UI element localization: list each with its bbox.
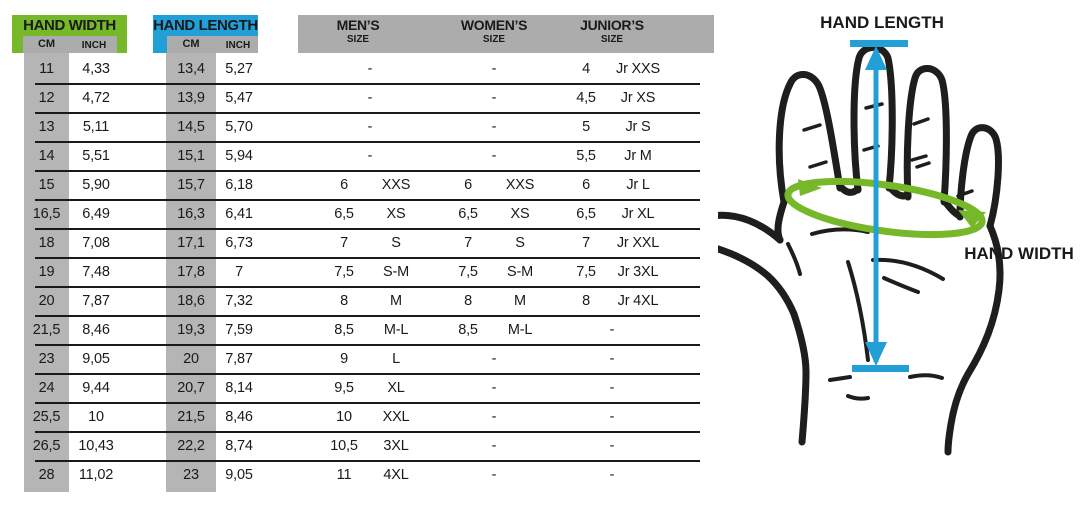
womens-size-number: - [491, 438, 497, 454]
hand-length-arrow [850, 40, 909, 372]
mens-title: MEN’S [336, 17, 380, 33]
cell-womens-size [442, 171, 546, 200]
cell-womens-size [442, 287, 546, 316]
cell-hand-length-inch: 5,70 [225, 119, 253, 135]
juniors-size-number: 8 [582, 293, 590, 309]
cell-hand-width-inch: 7,48 [82, 264, 110, 280]
cell-juniors-size [560, 258, 664, 287]
mens-size-label: L [392, 351, 400, 367]
mens-size-number: 10,5 [330, 438, 358, 454]
hand-width-title: HAND WIDTH [23, 17, 116, 34]
juniors-size-number: 7 [582, 235, 590, 251]
table-row [0, 229, 720, 258]
cell-mens-size [318, 229, 422, 258]
womens-size-number: - [491, 119, 497, 135]
cell-hand-width-cm: 26,5 [32, 438, 61, 454]
cell-hand-length-inch: 7 [235, 264, 243, 280]
cell-hand-length-cm: 13,4 [177, 61, 205, 77]
womens-size-number: - [491, 409, 497, 425]
womens-size-number: - [491, 148, 497, 164]
womens-size-subtitle: SIZE [482, 34, 506, 45]
juniors-size-number: 4 [582, 61, 590, 77]
cell-hand-width-cm: 11 [39, 61, 54, 77]
mens-size-number: - [367, 90, 373, 106]
cell-hand-width-cm: 15 [38, 177, 55, 193]
cell-hand-width-inch: 7,87 [82, 293, 110, 309]
cell-hand-width-cm: 24 [38, 380, 55, 396]
cell-hand-width-cm: 19 [38, 264, 55, 280]
cell-hand-width-cm: 25,5 [32, 409, 61, 425]
table-row [0, 345, 720, 374]
cell-hand-width-cm: 16,5 [32, 206, 61, 222]
cell-hand-width-cm: 28 [38, 467, 55, 483]
hand-width-illustration-label: HAND WIDTH [964, 244, 1074, 263]
cell-hand-length-inch: 9,05 [225, 467, 253, 483]
mens-size-label: S-M [383, 264, 409, 280]
table-row [0, 374, 720, 403]
womens-size-number: - [491, 61, 497, 77]
womens-size-label: XXS [505, 177, 535, 193]
mens-size-number: 9,5 [334, 380, 354, 396]
juniors-size-label: Jr XXL [616, 235, 660, 251]
mens-size-number: 11 [336, 467, 352, 483]
juniors-size-label: Jr 3XL [617, 264, 659, 280]
cell-hand-length-inch: 7,87 [225, 351, 253, 367]
table-row [0, 258, 720, 287]
juniors-size-header [560, 18, 664, 45]
cell-mens-size [318, 84, 422, 113]
juniors-size-subtitle: SIZE [600, 34, 624, 45]
cell-hand-length-cm: 20,7 [177, 380, 205, 396]
juniors-title: JUNIOR’S [580, 17, 644, 33]
cell-hand-width-cm: 12 [38, 90, 55, 106]
palm-crease-lines [788, 229, 943, 398]
table-row [0, 142, 720, 171]
mens-size-number: - [367, 119, 373, 135]
mens-size-header [306, 18, 410, 45]
cell-mens-size [318, 142, 422, 171]
cell-hand-width-cm: 18 [38, 235, 55, 251]
table-row [0, 287, 720, 316]
cell-womens-size [442, 316, 546, 345]
cell-hand-width-cm: 23 [38, 351, 55, 367]
cell-juniors-size [560, 142, 664, 171]
cell-womens-size [442, 113, 546, 142]
cell-juniors-size [560, 84, 664, 113]
cell-hand-width-inch: 5,11 [82, 119, 110, 135]
mens-size-number: 8 [340, 293, 348, 309]
table-row [0, 55, 720, 84]
mens-size-label: M-L [383, 322, 409, 338]
table-row [0, 84, 720, 113]
cell-hand-width-inch: 6,49 [82, 206, 110, 222]
mens-size-number: 6,5 [334, 206, 354, 222]
table-row [0, 113, 720, 142]
cell-hand-width-inch: 7,08 [82, 235, 110, 251]
cell-hand-width-inch: 5,90 [82, 177, 110, 193]
table-row [0, 461, 720, 490]
mens-size-label: M [390, 293, 402, 309]
cell-hand-length-cm: 17,1 [177, 235, 205, 251]
cell-juniors-size [560, 374, 664, 403]
cell-hand-length-inch: 7,32 [225, 293, 253, 309]
cell-womens-size [442, 229, 546, 258]
cell-hand-width-inch: 8,46 [82, 322, 110, 338]
cell-hand-length-inch: 8,46 [225, 409, 253, 425]
cell-juniors-size [560, 403, 664, 432]
cell-hand-length-cm: 23 [183, 467, 199, 483]
cell-hand-length-inch: 6,41 [225, 206, 253, 222]
cell-womens-size [442, 345, 546, 374]
cell-womens-size [442, 258, 546, 287]
cell-hand-length-cm: 20 [183, 351, 199, 367]
cell-mens-size [318, 113, 422, 142]
womens-size-number: - [491, 351, 497, 367]
cell-womens-size [442, 403, 546, 432]
mens-size-label: XS [386, 206, 406, 222]
cell-mens-size [318, 345, 422, 374]
hand-measurement-illustration [718, 0, 1081, 512]
cell-hand-length-cm: 13,9 [177, 90, 205, 106]
mens-size-label: S [391, 235, 401, 251]
womens-size-label: S [515, 235, 525, 251]
cell-juniors-size [560, 113, 664, 142]
juniors-size-label: Jr XXS [616, 61, 660, 77]
hand-outline-drawing [718, 48, 1000, 453]
juniors-size-label: Jr 4XL [617, 293, 659, 309]
cell-hand-length-cm: 21,5 [177, 409, 205, 425]
womens-size-number: 8 [464, 293, 472, 309]
cell-hand-length-inch: 5,27 [225, 61, 253, 77]
juniors-size-number: - [609, 322, 615, 338]
cell-juniors-size [560, 432, 664, 461]
cell-hand-length-cm: 17,8 [177, 264, 205, 280]
mens-size-number: 7,5 [334, 264, 354, 280]
hand-length-inch-label: INCH [225, 40, 251, 51]
cell-womens-size [442, 200, 546, 229]
cell-womens-size [442, 55, 546, 84]
womens-size-number: 7,5 [458, 264, 478, 280]
juniors-size-label: Jr M [624, 148, 652, 164]
mens-size-number: 7 [340, 235, 348, 251]
cell-mens-size [318, 403, 422, 432]
hand-width-inch-label: INCH [81, 40, 107, 51]
mens-size-label: 3XL [383, 438, 409, 454]
juniors-size-number: 7,5 [576, 264, 596, 280]
cell-hand-length-inch: 6,73 [225, 235, 253, 251]
womens-size-number: 6,5 [458, 206, 478, 222]
table-body [0, 55, 720, 490]
cell-womens-size [442, 432, 546, 461]
cell-hand-length-cm: 16,3 [177, 206, 205, 222]
cell-hand-width-cm: 14 [38, 148, 55, 164]
cell-juniors-size [560, 287, 664, 316]
cell-hand-width-cm: 20 [38, 293, 55, 309]
cell-hand-width-inch: 10,43 [78, 438, 114, 454]
cell-hand-length-inch: 5,47 [225, 90, 253, 106]
cell-hand-width-cm: 21,5 [32, 322, 61, 338]
mens-size-number: - [367, 61, 373, 77]
cell-mens-size [318, 287, 422, 316]
juniors-size-number: 6,5 [576, 206, 596, 222]
juniors-size-label: Jr L [626, 177, 650, 193]
womens-size-label: M-L [507, 322, 533, 338]
mens-size-label: XL [387, 380, 405, 396]
cell-mens-size [318, 316, 422, 345]
juniors-size-number: - [609, 351, 615, 367]
cell-juniors-size [560, 316, 664, 345]
hand-length-title: HAND LENGTH [153, 17, 258, 34]
mens-size-number: 10 [336, 409, 352, 425]
womens-size-label: M [514, 293, 526, 309]
table-row [0, 200, 720, 229]
mens-size-number: - [367, 148, 373, 164]
womens-size-label: S-M [507, 264, 533, 280]
mens-size-subtitle: SIZE [346, 34, 370, 45]
cell-hand-length-cm: 14,5 [177, 119, 205, 135]
womens-size-header [442, 18, 546, 45]
womens-size-number: 8,5 [458, 322, 478, 338]
cell-hand-length-cm: 22,2 [177, 438, 205, 454]
hand-width-cm-label: CM [37, 38, 56, 50]
juniors-size-number: 4,5 [576, 90, 596, 106]
cell-juniors-size [560, 200, 664, 229]
mens-size-label: XXL [382, 409, 410, 425]
cell-hand-length-cm: 18,6 [177, 293, 205, 309]
table-row [0, 432, 720, 461]
cell-hand-width-inch: 10 [88, 409, 104, 425]
cell-hand-width-inch: 4,33 [82, 61, 110, 77]
cell-womens-size [442, 374, 546, 403]
juniors-size-number: - [609, 409, 615, 425]
juniors-size-number: 5,5 [576, 148, 596, 164]
cell-hand-width-inch: 9,44 [82, 380, 110, 396]
cell-mens-size [318, 461, 422, 490]
cell-hand-length-inch: 8,74 [225, 438, 253, 454]
juniors-size-number: 6 [582, 177, 590, 193]
cell-hand-length-cm: 15,7 [177, 177, 205, 193]
mens-size-number: 9 [340, 351, 348, 367]
cell-mens-size [318, 55, 422, 84]
cell-mens-size [318, 171, 422, 200]
table-row [0, 403, 720, 432]
table-row [0, 171, 720, 200]
cell-juniors-size [560, 55, 664, 84]
mens-size-number: 6 [340, 177, 348, 193]
cell-womens-size [442, 461, 546, 490]
juniors-size-number: - [609, 438, 615, 454]
womens-title: WOMEN’S [460, 17, 528, 33]
cell-hand-length-inch: 6,18 [225, 177, 253, 193]
cell-hand-width-inch: 11,02 [78, 467, 114, 483]
juniors-size-number: - [609, 380, 615, 396]
cell-hand-width-cm: 13 [38, 119, 55, 135]
cell-mens-size [318, 200, 422, 229]
womens-size-number: - [491, 380, 497, 396]
cell-juniors-size [560, 345, 664, 374]
womens-size-label: XS [510, 206, 530, 222]
womens-size-number: 7 [464, 235, 472, 251]
cell-womens-size [442, 142, 546, 171]
cell-hand-length-cm: 15,1 [177, 148, 205, 164]
cell-mens-size [318, 432, 422, 461]
cell-juniors-size [560, 229, 664, 258]
juniors-size-label: Jr XS [620, 90, 656, 106]
cell-juniors-size [560, 171, 664, 200]
table-row [0, 316, 720, 345]
mens-size-label: 4XL [383, 467, 409, 483]
cell-hand-length-inch: 5,94 [225, 148, 253, 164]
womens-size-number: 6 [464, 177, 472, 193]
cell-juniors-size [560, 461, 664, 490]
cell-hand-length-inch: 8,14 [225, 380, 253, 396]
cell-hand-width-inch: 9,05 [82, 351, 110, 367]
cell-hand-length-cm: 19,3 [177, 322, 205, 338]
hand-length-illustration-label: HAND LENGTH [820, 13, 944, 32]
womens-size-number: - [491, 467, 497, 483]
cell-hand-width-inch: 5,51 [82, 148, 110, 164]
hand-length-cm-label: CM [182, 38, 200, 50]
cell-hand-width-inch: 4,72 [82, 90, 110, 106]
womens-size-number: - [491, 90, 497, 106]
juniors-size-label: Jr S [625, 119, 651, 135]
juniors-size-number: 5 [582, 119, 590, 135]
cell-womens-size [442, 84, 546, 113]
cell-mens-size [318, 258, 422, 287]
juniors-size-label: Jr XL [621, 206, 655, 222]
juniors-size-number: - [609, 467, 615, 483]
cell-hand-length-inch: 7,59 [225, 322, 253, 338]
cell-mens-size [318, 374, 422, 403]
mens-size-label: XXS [381, 177, 411, 193]
mens-size-number: 8,5 [334, 322, 354, 338]
